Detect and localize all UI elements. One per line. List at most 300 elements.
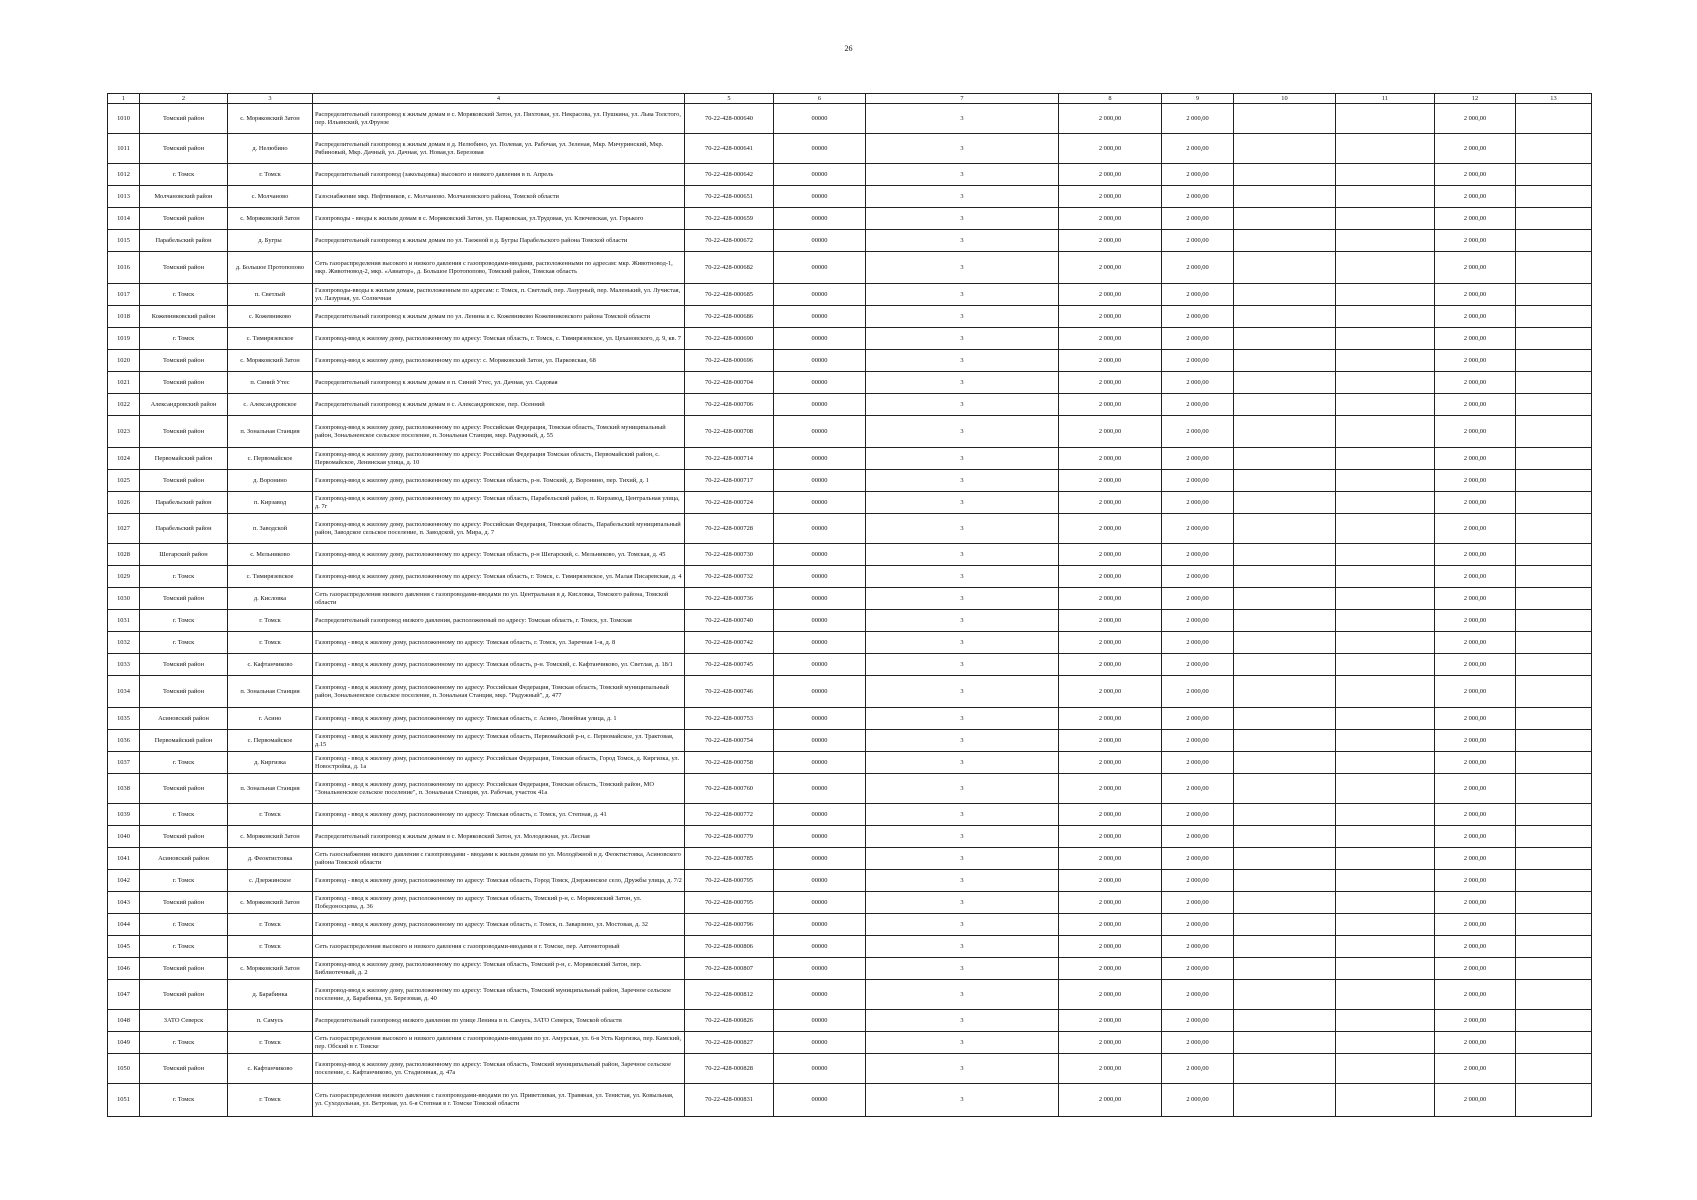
code-cell: 00000: [774, 328, 866, 350]
column-number: 3: [228, 94, 313, 104]
empty-cell: [1234, 774, 1336, 804]
object-name-cell: Сеть газоснабжения низкого давления с газопроводами - вводами к жилым домам по ул. Молодёжной в д. Феоктистовка, Асиновского района Томской области: [313, 848, 685, 870]
amount-cell: 2 000,00: [1059, 914, 1162, 936]
locality-cell: с. Моряковский Затон: [228, 350, 313, 372]
category-cell: 3: [866, 186, 1059, 208]
district-cell: Парабельский район: [140, 492, 228, 514]
code-cell: 00000: [774, 1054, 866, 1084]
empty-cell: [1516, 914, 1592, 936]
amount-cell: 2 000,00: [1059, 208, 1162, 230]
amount-cell: 2 000,00: [1059, 350, 1162, 372]
amount-cell: 2 000,00: [1059, 328, 1162, 350]
amount-cell: 2 000,00: [1435, 958, 1516, 980]
amount-cell: 2 000,00: [1435, 610, 1516, 632]
amount-cell: 2 000,00: [1059, 774, 1162, 804]
category-cell: 3: [866, 708, 1059, 730]
locality-cell: п. Зональная Станция: [228, 416, 313, 448]
category-cell: 3: [866, 1010, 1059, 1032]
empty-cell: [1516, 708, 1592, 730]
code-cell: 00000: [774, 610, 866, 632]
empty-cell: [1516, 588, 1592, 610]
object-name-cell: Газопровод - ввод к жилому дому, расположенному по адресу: Томская область, Томский р-н, с. Моряковский Затон, ул. Победоносцева, д. 36: [313, 892, 685, 914]
category-cell: 3: [866, 870, 1059, 892]
table-row: [108, 104, 1592, 134]
code-cell: 00000: [774, 676, 866, 708]
object-name-cell: Газопровод-ввод к жилому дому, расположенному по адресу: Томская область, г. Томск, с. Тимирязевское, ул. Малая Писаревская, д. 4: [313, 566, 685, 588]
table-row: [108, 588, 1592, 610]
amount-cell: 2 000,00: [1435, 164, 1516, 186]
row-number-cell: 1043: [108, 892, 140, 914]
empty-cell: [1516, 654, 1592, 676]
empty-cell: [1336, 186, 1435, 208]
cadastral-code-cell: 70-22-428-000754: [685, 730, 774, 752]
table-row: [108, 1054, 1592, 1084]
district-cell: Парабельский район: [140, 514, 228, 544]
registry-table-container: [107, 93, 1591, 1117]
cadastral-code-cell: 70-22-428-000812: [685, 980, 774, 1010]
district-cell: г. Томск: [140, 936, 228, 958]
empty-cell: [1234, 1010, 1336, 1032]
empty-cell: [1336, 870, 1435, 892]
column-number: 12: [1435, 94, 1516, 104]
amount-cell: 2 000,00: [1435, 306, 1516, 328]
empty-cell: [1336, 566, 1435, 588]
cadastral-code-cell: 70-22-428-000772: [685, 804, 774, 826]
cadastral-code-cell: 70-22-428-000672: [685, 230, 774, 252]
empty-cell: [1234, 804, 1336, 826]
amount-cell: 2 000,00: [1162, 1032, 1234, 1054]
district-cell: г. Томск: [140, 284, 228, 306]
empty-cell: [1336, 588, 1435, 610]
cadastral-code-cell: 70-22-428-000758: [685, 752, 774, 774]
empty-cell: [1234, 848, 1336, 870]
locality-cell: с. Молчаново: [228, 186, 313, 208]
amount-cell: 2 000,00: [1435, 284, 1516, 306]
column-number: 7: [866, 94, 1059, 104]
amount-cell: 2 000,00: [1435, 566, 1516, 588]
object-name-cell: Распределительный газопровод низкого давления по улице Ленина в п. Самусь, ЗАТО Северск, Томской области: [313, 1010, 685, 1032]
empty-cell: [1516, 870, 1592, 892]
amount-cell: 2 000,00: [1435, 676, 1516, 708]
category-cell: 3: [866, 328, 1059, 350]
amount-cell: 2 000,00: [1059, 284, 1162, 306]
cadastral-code-cell: 70-22-428-000724: [685, 492, 774, 514]
amount-cell: 2 000,00: [1162, 708, 1234, 730]
code-cell: 00000: [774, 1032, 866, 1054]
table-row: [108, 328, 1592, 350]
empty-cell: [1234, 328, 1336, 350]
district-cell: Томский район: [140, 980, 228, 1010]
code-cell: 00000: [774, 448, 866, 470]
category-cell: 3: [866, 1084, 1059, 1117]
amount-cell: 2 000,00: [1162, 774, 1234, 804]
empty-cell: [1234, 186, 1336, 208]
locality-cell: п. Заводской: [228, 514, 313, 544]
code-cell: 00000: [774, 514, 866, 544]
column-number: 4: [313, 94, 685, 104]
category-cell: 3: [866, 958, 1059, 980]
empty-cell: [1234, 448, 1336, 470]
empty-cell: [1516, 936, 1592, 958]
cadastral-code-cell: 70-22-428-000659: [685, 208, 774, 230]
cadastral-code-cell: 70-22-428-000746: [685, 676, 774, 708]
table-row: [108, 306, 1592, 328]
district-cell: Томский район: [140, 372, 228, 394]
column-number: 5: [685, 94, 774, 104]
table-row: [108, 372, 1592, 394]
code-cell: 00000: [774, 252, 866, 284]
object-name-cell: Газопровод-ввод к жилому дому, расположенному по адресу: Томская область, Томский муниципальный район, Заречное сельское поселение, д. Барабинка, ул. Березовая, д. 40: [313, 980, 685, 1010]
empty-cell: [1516, 448, 1592, 470]
cadastral-code-cell: 70-22-428-000682: [685, 252, 774, 284]
amount-cell: 2 000,00: [1162, 958, 1234, 980]
column-number: 9: [1162, 94, 1234, 104]
amount-cell: 2 000,00: [1059, 394, 1162, 416]
district-cell: г. Томск: [140, 610, 228, 632]
cadastral-code-cell: 70-22-428-000827: [685, 1032, 774, 1054]
row-number-cell: 1017: [108, 284, 140, 306]
category-cell: 3: [866, 1032, 1059, 1054]
row-number-cell: 1039: [108, 804, 140, 826]
empty-cell: [1336, 958, 1435, 980]
table-row: [108, 1010, 1592, 1032]
row-number-cell: 1024: [108, 448, 140, 470]
table-row: [108, 1084, 1592, 1117]
amount-cell: 2 000,00: [1059, 936, 1162, 958]
amount-cell: 2 000,00: [1059, 730, 1162, 752]
cadastral-code-cell: 70-22-428-000807: [685, 958, 774, 980]
code-cell: 00000: [774, 164, 866, 186]
empty-cell: [1234, 372, 1336, 394]
cadastral-code-cell: 70-22-428-000708: [685, 416, 774, 448]
locality-cell: г. Асино: [228, 708, 313, 730]
amount-cell: 2 000,00: [1059, 892, 1162, 914]
amount-cell: 2 000,00: [1435, 1010, 1516, 1032]
cadastral-code-cell: 70-22-428-000826: [685, 1010, 774, 1032]
empty-cell: [1336, 328, 1435, 350]
row-number-cell: 1029: [108, 566, 140, 588]
cadastral-code-cell: 70-22-428-000706: [685, 394, 774, 416]
table-row: [108, 632, 1592, 654]
amount-cell: 2 000,00: [1162, 350, 1234, 372]
district-cell: Томский район: [140, 350, 228, 372]
empty-cell: [1336, 448, 1435, 470]
column-number: 8: [1059, 94, 1162, 104]
code-cell: 00000: [774, 958, 866, 980]
object-name-cell: Газопровод - ввод к жилому дому, расположенному по адресу: Томская область, Первомайский р-н, с. Первомайское, ул. Трактовая, д.15: [313, 730, 685, 752]
amount-cell: 2 000,00: [1435, 892, 1516, 914]
table-row: [108, 936, 1592, 958]
locality-cell: г. Томск: [228, 1084, 313, 1117]
table-row: [108, 394, 1592, 416]
table-row: [108, 892, 1592, 914]
cadastral-code-cell: 70-22-428-000696: [685, 350, 774, 372]
amount-cell: 2 000,00: [1162, 870, 1234, 892]
table-row: [108, 448, 1592, 470]
table-row: [108, 416, 1592, 448]
amount-cell: 2 000,00: [1435, 544, 1516, 566]
empty-cell: [1516, 610, 1592, 632]
row-number-cell: 1025: [108, 470, 140, 492]
object-name-cell: Газопровод-ввод к жилому дому, расположенному по адресу: Томская область, р-н Шегарский, с. Мельниково, ул. Томская, д. 45: [313, 544, 685, 566]
district-cell: г. Томск: [140, 1032, 228, 1054]
row-number-cell: 1032: [108, 632, 140, 654]
locality-cell: с. Кафтанчиково: [228, 1054, 313, 1084]
code-cell: 00000: [774, 306, 866, 328]
empty-cell: [1516, 848, 1592, 870]
row-number-cell: 1041: [108, 848, 140, 870]
row-number-cell: 1011: [108, 134, 140, 164]
empty-cell: [1234, 870, 1336, 892]
locality-cell: г. Томск: [228, 164, 313, 186]
object-name-cell: Распределительный газопровод к жилым домам в с. Моряковский Затон, ул. Пихтовая, ул. Некрасова, ул. Пушкина, ул. Льва Толстого, пер. Ильинский, ул.Фрунзе: [313, 104, 685, 134]
amount-cell: 2 000,00: [1059, 470, 1162, 492]
category-cell: 3: [866, 892, 1059, 914]
empty-cell: [1234, 230, 1336, 252]
empty-cell: [1234, 958, 1336, 980]
amount-cell: 2 000,00: [1059, 752, 1162, 774]
category-cell: 3: [866, 372, 1059, 394]
amount-cell: 2 000,00: [1059, 492, 1162, 514]
district-cell: Томский район: [140, 826, 228, 848]
row-number-cell: 1021: [108, 372, 140, 394]
empty-cell: [1516, 134, 1592, 164]
amount-cell: 2 000,00: [1435, 708, 1516, 730]
empty-cell: [1516, 676, 1592, 708]
row-number-cell: 1031: [108, 610, 140, 632]
category-cell: 3: [866, 1054, 1059, 1084]
empty-cell: [1516, 492, 1592, 514]
object-name-cell: Газопровод-ввод к жилому дому, расположенному по адресу: Томская область, г. Томск, с. Тимирязевское, ул. Цехановского, д. 9, кв. 7: [313, 328, 685, 350]
empty-cell: [1336, 848, 1435, 870]
district-cell: Томский район: [140, 252, 228, 284]
object-name-cell: Газопровод - ввод к жилому дому, расположенному по адресу: Томская область, Город Томск, Дзержинское село, Дружбы улица, д. 7/2: [313, 870, 685, 892]
empty-cell: [1336, 230, 1435, 252]
code-cell: 00000: [774, 588, 866, 610]
cadastral-code-cell: 70-22-428-000795: [685, 870, 774, 892]
category-cell: 3: [866, 914, 1059, 936]
code-cell: 00000: [774, 544, 866, 566]
table-row: [108, 514, 1592, 544]
locality-cell: с. Первомайское: [228, 730, 313, 752]
amount-cell: 2 000,00: [1162, 804, 1234, 826]
empty-cell: [1516, 566, 1592, 588]
locality-cell: г. Томск: [228, 914, 313, 936]
district-cell: г. Томск: [140, 870, 228, 892]
code-cell: 00000: [774, 936, 866, 958]
empty-cell: [1516, 544, 1592, 566]
row-number-cell: 1015: [108, 230, 140, 252]
table-row: [108, 230, 1592, 252]
object-name-cell: Газопровод - ввод к жилому дому, расположенному по адресу: Томская область, г. Томск, ул. Степная, д. 41: [313, 804, 685, 826]
empty-cell: [1336, 654, 1435, 676]
empty-cell: [1336, 1010, 1435, 1032]
amount-cell: 2 000,00: [1162, 752, 1234, 774]
amount-cell: 2 000,00: [1162, 676, 1234, 708]
district-cell: г. Томск: [140, 566, 228, 588]
row-number-cell: 1013: [108, 186, 140, 208]
amount-cell: 2 000,00: [1435, 492, 1516, 514]
district-cell: Томский район: [140, 208, 228, 230]
amount-cell: 2 000,00: [1435, 632, 1516, 654]
locality-cell: п. Зональная Станция: [228, 676, 313, 708]
district-cell: ЗАТО Северск: [140, 1010, 228, 1032]
code-cell: 00000: [774, 1010, 866, 1032]
code-cell: 00000: [774, 492, 866, 514]
empty-cell: [1516, 752, 1592, 774]
empty-cell: [1516, 328, 1592, 350]
category-cell: 3: [866, 306, 1059, 328]
amount-cell: 2 000,00: [1162, 306, 1234, 328]
amount-cell: 2 000,00: [1435, 1054, 1516, 1084]
category-cell: 3: [866, 514, 1059, 544]
empty-cell: [1234, 610, 1336, 632]
locality-cell: с. Первомайское: [228, 448, 313, 470]
amount-cell: 2 000,00: [1162, 544, 1234, 566]
amount-cell: 2 000,00: [1059, 1054, 1162, 1084]
code-cell: 00000: [774, 914, 866, 936]
district-cell: Томский район: [140, 654, 228, 676]
empty-cell: [1336, 1032, 1435, 1054]
table-row: [108, 774, 1592, 804]
cadastral-code-cell: 70-22-428-000740: [685, 610, 774, 632]
table-row: [108, 186, 1592, 208]
amount-cell: 2 000,00: [1162, 936, 1234, 958]
empty-cell: [1336, 730, 1435, 752]
category-cell: 3: [866, 416, 1059, 448]
code-cell: 00000: [774, 870, 866, 892]
cadastral-code-cell: 70-22-428-000714: [685, 448, 774, 470]
code-cell: 00000: [774, 752, 866, 774]
locality-cell: д. Киргизка: [228, 752, 313, 774]
code-cell: 00000: [774, 416, 866, 448]
empty-cell: [1516, 470, 1592, 492]
amount-cell: 2 000,00: [1162, 588, 1234, 610]
locality-cell: п. Светлый: [228, 284, 313, 306]
locality-cell: с. Моряковский Затон: [228, 958, 313, 980]
table-row: [108, 252, 1592, 284]
category-cell: 3: [866, 252, 1059, 284]
table-body: [108, 94, 1592, 1117]
object-name-cell: Сеть газораспределения высокого и низкого давления с газопроводами-вводами по ул. Амурская, ул. 6-я Усть Киргизка, пер. Камский, пер. Обский в г. Томске: [313, 1032, 685, 1054]
amount-cell: 2 000,00: [1435, 730, 1516, 752]
cadastral-code-cell: 70-22-428-000686: [685, 306, 774, 328]
empty-cell: [1336, 980, 1435, 1010]
row-number-cell: 1020: [108, 350, 140, 372]
category-cell: 3: [866, 566, 1059, 588]
amount-cell: 2 000,00: [1162, 164, 1234, 186]
district-cell: г. Томск: [140, 328, 228, 350]
amount-cell: 2 000,00: [1162, 566, 1234, 588]
amount-cell: 2 000,00: [1435, 134, 1516, 164]
locality-cell: с. Дзержинское: [228, 870, 313, 892]
table-row: [108, 1032, 1592, 1054]
amount-cell: 2 000,00: [1059, 610, 1162, 632]
district-cell: Томский район: [140, 958, 228, 980]
locality-cell: д. Бугры: [228, 230, 313, 252]
category-cell: 3: [866, 230, 1059, 252]
district-cell: Томский район: [140, 588, 228, 610]
locality-cell: с. Моряковский Затон: [228, 826, 313, 848]
cadastral-code-cell: 70-22-428-000796: [685, 914, 774, 936]
cadastral-code-cell: 70-22-428-000779: [685, 826, 774, 848]
locality-cell: с. Тимирязевское: [228, 566, 313, 588]
amount-cell: 2 000,00: [1435, 774, 1516, 804]
locality-cell: п. Синий Утес: [228, 372, 313, 394]
empty-cell: [1516, 350, 1592, 372]
amount-cell: 2 000,00: [1162, 448, 1234, 470]
object-name-cell: Газопровод-ввод к жилому дому, расположенному по адресу: Российская Федерация Томская область, Первомайский район, с. Первомайское, Ленинская улица, д. 10: [313, 448, 685, 470]
code-cell: 00000: [774, 1084, 866, 1117]
object-name-cell: Газопровод - ввод к жилому дому, расположенному по адресу: Томская область, г. Томск, ул. Заречная 1-я, д. 8: [313, 632, 685, 654]
amount-cell: 2 000,00: [1059, 372, 1162, 394]
empty-cell: [1336, 826, 1435, 848]
cadastral-code-cell: 70-22-428-000651: [685, 186, 774, 208]
amount-cell: 2 000,00: [1059, 514, 1162, 544]
cadastral-code-cell: 70-22-428-000730: [685, 544, 774, 566]
table-row: [108, 208, 1592, 230]
cadastral-code-cell: 70-22-428-000690: [685, 328, 774, 350]
amount-cell: 2 000,00: [1059, 448, 1162, 470]
empty-cell: [1234, 104, 1336, 134]
empty-cell: [1336, 1084, 1435, 1117]
category-cell: 3: [866, 730, 1059, 752]
amount-cell: 2 000,00: [1059, 306, 1162, 328]
amount-cell: 2 000,00: [1162, 284, 1234, 306]
amount-cell: 2 000,00: [1162, 492, 1234, 514]
object-name-cell: Сеть газораспределения высокого и низкого давления с газопроводами-вводами в г. Томске, пер. Автомоторный: [313, 936, 685, 958]
amount-cell: 2 000,00: [1059, 230, 1162, 252]
code-cell: 00000: [774, 134, 866, 164]
column-number: 1: [108, 94, 140, 104]
code-cell: 00000: [774, 350, 866, 372]
cadastral-code-cell: 70-22-428-000753: [685, 708, 774, 730]
empty-cell: [1336, 134, 1435, 164]
empty-cell: [1516, 980, 1592, 1010]
row-number-cell: 1049: [108, 1032, 140, 1054]
cadastral-code-cell: 70-22-428-000831: [685, 1084, 774, 1117]
object-name-cell: Сеть газораспределения низкого давления с газопроводами-вводами по ул. Центральная в д. Кисловка, Томского района, Томской области: [313, 588, 685, 610]
table-row: [108, 566, 1592, 588]
row-number-cell: 1027: [108, 514, 140, 544]
locality-cell: д. Воронино: [228, 470, 313, 492]
code-cell: 00000: [774, 848, 866, 870]
code-cell: 00000: [774, 186, 866, 208]
row-number-cell: 1010: [108, 104, 140, 134]
table-row: [108, 544, 1592, 566]
empty-cell: [1516, 804, 1592, 826]
row-number-cell: 1022: [108, 394, 140, 416]
column-number: 11: [1336, 94, 1435, 104]
district-cell: Асиновский район: [140, 848, 228, 870]
table-row: [108, 914, 1592, 936]
object-name-cell: Сеть газораспределения высокого и низкого давления с газопроводами-вводами, расположенными по адресам: мкр. Животновод-1, мкр. Животновод-2, мкр. «Авиатор», д. Большое Протопопово, Томский район, Томская область: [313, 252, 685, 284]
empty-cell: [1516, 372, 1592, 394]
object-name-cell: Газопровод-ввод к жилому дому, расположенному по адресу: Томская область, р-н. Томский, д. Воронино, пер. Тихий, д. 1: [313, 470, 685, 492]
category-cell: 3: [866, 492, 1059, 514]
amount-cell: 2 000,00: [1435, 252, 1516, 284]
category-cell: 3: [866, 208, 1059, 230]
object-name-cell: Газопровод - ввод к жилому дому, расположенному по адресу: Российская Федерация, Томская область, Город Томск, д. Киргизка, ул. Новостройка, д. 1а: [313, 752, 685, 774]
empty-cell: [1516, 632, 1592, 654]
category-cell: 3: [866, 804, 1059, 826]
empty-cell: [1234, 892, 1336, 914]
locality-cell: с. Мельниково: [228, 544, 313, 566]
empty-cell: [1516, 208, 1592, 230]
locality-cell: с. Моряковский Затон: [228, 892, 313, 914]
amount-cell: 2 000,00: [1059, 958, 1162, 980]
amount-cell: 2 000,00: [1435, 804, 1516, 826]
